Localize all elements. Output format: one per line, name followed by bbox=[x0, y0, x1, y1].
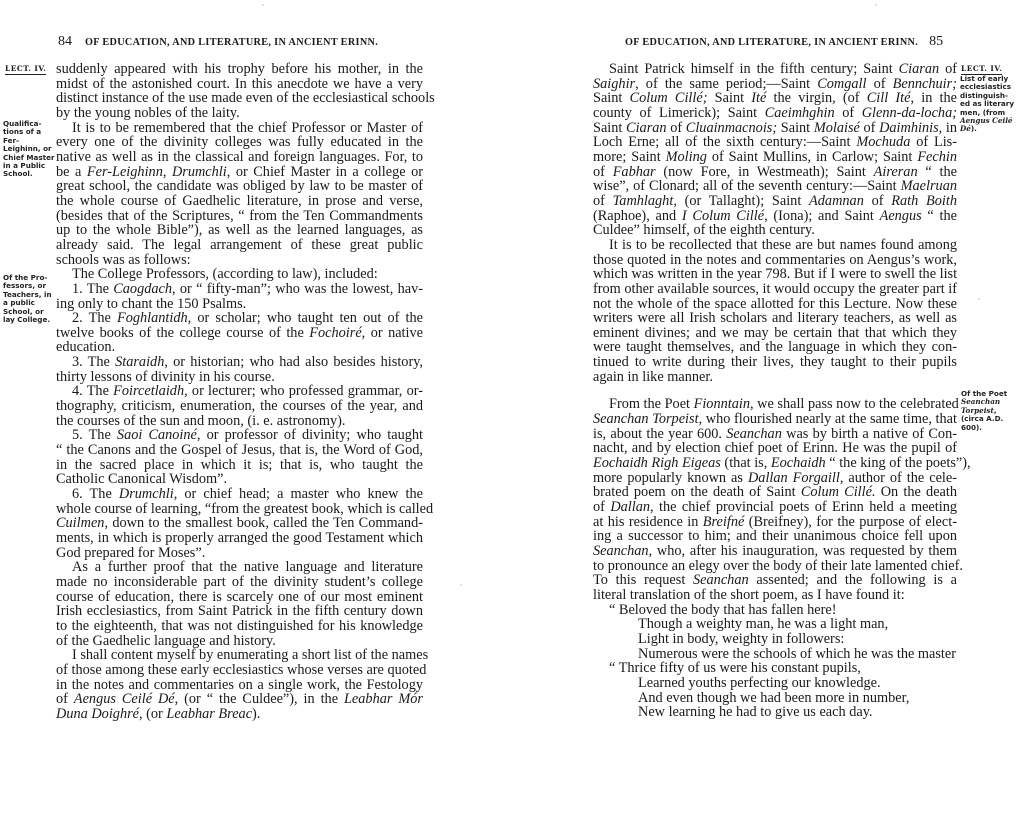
italic-term: Bennchuir; bbox=[892, 75, 957, 92]
text-line: those quoted in the notes and commentaries on Aengus’s work, bbox=[593, 251, 957, 268]
scan-speck bbox=[978, 298, 980, 300]
sidenote-line: a public bbox=[3, 298, 35, 308]
text-line: is, about the year 600. Seanchan was by birth a native of Con- bbox=[593, 425, 957, 442]
italic-term: Torpeist bbox=[961, 405, 994, 415]
italic-term: Leabhar Mór bbox=[343, 691, 423, 708]
text-line: of Aengus Ceilé Dé, (or “ the Culdee”), in the Leabhar Mór bbox=[56, 691, 423, 708]
text-line: course of education, there is scarcely one of our most eminent bbox=[56, 588, 423, 605]
running-head bbox=[625, 34, 943, 50]
text-line: The College Professors, (according to law), included: bbox=[72, 266, 378, 283]
italic-term: Fechin bbox=[917, 148, 958, 165]
sidenote-line: Teachers, in bbox=[3, 289, 52, 299]
text-line: 5. The Saoi Canoiné, or professor of divinity; who taught bbox=[72, 427, 423, 444]
text-line: nacht, and by election chief poet of Erinn. He was the pupil of bbox=[593, 440, 957, 457]
text-line: God prepared for Moses”. bbox=[56, 544, 206, 561]
text-line: county of Limerick); Saint Caeimhghin of Glenn-da-locha; bbox=[593, 104, 957, 121]
text-line: not the whole of the space allotted for this Lecture. Now these bbox=[593, 295, 957, 312]
sidenote-line: Chief Master bbox=[3, 152, 55, 162]
italic-term: Foghlantidh bbox=[116, 310, 188, 327]
italic-term: Cill Ité bbox=[866, 90, 911, 107]
verse-line: Light in body, weighty in followers: bbox=[638, 630, 845, 647]
italic-term: Seanchan bbox=[961, 397, 1001, 407]
text-line: up to the whole Bible”), as well as the learned languages, as bbox=[56, 222, 423, 239]
italic-term: Duna Doighré bbox=[56, 705, 139, 722]
italic-term: Seanchan bbox=[726, 425, 782, 442]
running-head-title: OF EDUCATION, AND LITERATURE, IN ANCIENT ERINN. bbox=[85, 37, 379, 48]
text-line: be a Fer-Leighinn, Drumchli, or Chief Master in a college or bbox=[56, 163, 423, 180]
sidenote-line: Leighinn, or bbox=[3, 144, 52, 154]
text-line: native as well as in the classical and foreign languages. For, to bbox=[56, 148, 423, 165]
text-line: 3. The Staraidh, or historian; who had also besides history, bbox=[72, 354, 423, 371]
body-text bbox=[56, 61, 435, 722]
verse-line: New learning he had to give us each day. bbox=[638, 704, 873, 721]
text-line: “ the Canons and the Gospel of Jesus, that is, the Word of God, bbox=[56, 442, 423, 459]
italic-term: Moling bbox=[665, 148, 707, 165]
italic-term: Cluainmacnois; bbox=[685, 119, 778, 136]
verse-line: Though a weighty man, he was a light man, bbox=[638, 616, 889, 633]
italic-term: Drumchli bbox=[118, 486, 174, 503]
italic-term: Aengus Ceilé Dé bbox=[73, 691, 175, 708]
italic-term: Seanchan bbox=[693, 572, 749, 589]
lecture-label: LECT. IV. bbox=[5, 64, 47, 73]
text-line: 4. The Foircetlaidh, or lecturer; who professed grammar, or- bbox=[72, 383, 423, 400]
sidenote-line: ecclesiastics bbox=[960, 82, 1012, 92]
sidenote-line: tions of a Fer- bbox=[3, 127, 42, 145]
text-line: writers were all Irish scholars and literary teachers, as well as bbox=[593, 310, 957, 327]
sidenote-line: Of the Poet bbox=[961, 389, 1008, 398]
italic-term: Drumchli bbox=[171, 163, 227, 180]
text-line: from other available sources, it would occupy the greater part if bbox=[593, 280, 958, 297]
italic-term: Mochuda bbox=[856, 134, 911, 151]
text-line: in the notes and commentaries on a single work, the Festology bbox=[56, 676, 423, 693]
sidenote-line: Dé). bbox=[960, 124, 977, 134]
italic-term: Colum Cillé. bbox=[800, 484, 876, 501]
text-line: every one of the divinity colleges was fully educated in the bbox=[56, 134, 423, 151]
text-line: (Raphoe), and I Colum Cillé, (Iona); and Saint Aengus “ the bbox=[593, 207, 957, 224]
text-line: Saint Ciaran of Cluainmacnois; Saint Molaisé of Daimhinis, in bbox=[593, 119, 957, 136]
page-number: 85 bbox=[929, 34, 944, 49]
sidenote-line: in a Public bbox=[3, 161, 46, 171]
text-line: eminent divines; and we may be certain that that which they bbox=[593, 324, 957, 341]
sidenote-line: School. bbox=[3, 169, 33, 179]
text-line: To this request Seanchan assented; and the following is a bbox=[593, 572, 957, 589]
text-line: literal translation of the short poem, as I have found it: bbox=[593, 586, 905, 603]
text-line: which was written in the year 798. But if I were to swell the list bbox=[593, 266, 958, 283]
italic-term: Staraidh bbox=[115, 354, 165, 371]
sidenote-line: Torpeist, bbox=[961, 405, 997, 415]
sidenote-line: men, (from bbox=[960, 107, 1006, 117]
italic-term: Rath Boith bbox=[891, 192, 957, 209]
text-line: suddenly appeared with his trophy before his mother, in the bbox=[56, 61, 423, 77]
sidenote-line: List of early bbox=[960, 74, 1009, 83]
text-line: of Tamhlaght, (or Tallaght); Saint Adamnan of Rath Boith bbox=[593, 192, 957, 209]
sidenote-line: Qualifica- bbox=[3, 119, 42, 128]
italic-term: Adamnan bbox=[809, 192, 864, 209]
italic-term: Maelruan bbox=[900, 178, 957, 195]
running-head bbox=[58, 34, 378, 50]
text-line: schools was as follows: bbox=[56, 251, 191, 268]
text-line: the courses of the sun and moon, (i. e. astronomy). bbox=[56, 412, 346, 429]
lecture-label: LECT. IV. bbox=[961, 64, 1003, 73]
text-line: From the Poet Fionntain, we shall pass now to the celebrated bbox=[609, 396, 959, 413]
text-line: thirty lessons of divinity in his course. bbox=[56, 368, 275, 385]
text-line: Duna Doighré, (or Leabhar Breac). bbox=[56, 705, 261, 722]
text-line: brated poem on the death of Saint Colum Cillé. On the death bbox=[593, 484, 958, 501]
italic-term: Eochaidh bbox=[770, 455, 826, 472]
sidenote-line: School, or bbox=[3, 306, 44, 316]
text-line: of Fabhar (now Fore, in Westmeath); Saint Aireran “ the bbox=[593, 163, 957, 180]
italic-term: Saoi Canoiné bbox=[116, 427, 197, 444]
text-line: Cuilmen, down to the smallest book, called the Ten Command- bbox=[56, 515, 423, 532]
right-page bbox=[511, 0, 1022, 825]
italic-term: Comgall bbox=[817, 75, 867, 92]
text-line: ing only to chant the 150 Psalms. bbox=[56, 295, 247, 312]
italic-term: Fochoiré bbox=[309, 324, 362, 341]
scan-speck bbox=[262, 4, 264, 6]
text-line: to the eighteenth, that was not distinguished for his knowledge bbox=[56, 617, 423, 634]
text-line: education. bbox=[56, 339, 116, 356]
sidenote-professors bbox=[3, 274, 57, 324]
sidenote-seanchan bbox=[961, 390, 1021, 432]
italic-term: Seanchan Torpeist bbox=[593, 411, 699, 428]
sidenote-line: fessors, or bbox=[3, 281, 47, 291]
italic-term: Dé bbox=[960, 124, 971, 134]
text-line: ing a successor to him; and their unanimous choice fell upon bbox=[593, 528, 957, 545]
italic-term: Caogdach bbox=[113, 280, 173, 297]
text-line: 6. The Drumchli, or chief head; a master who knew the bbox=[72, 486, 423, 503]
verse-line: And even though we had been more in number, bbox=[638, 689, 910, 706]
text-line: thography, criticism, enumeration, the courses of the year, and bbox=[56, 398, 423, 415]
italic-term: Leabhar Breac bbox=[166, 705, 253, 722]
text-line: 1. The Caogdach, or “ fifty-man”; who was the lowest, hav- bbox=[72, 280, 424, 297]
text-line: Seanchan, who, after his inauguration, was requested by them bbox=[593, 543, 957, 559]
italic-term: Aengus bbox=[879, 207, 922, 224]
sidenote-line: lay College. bbox=[3, 315, 51, 325]
text-line: great school, the candidate was obliged by law to be master of bbox=[56, 178, 423, 195]
text-line: the whole course of Gaedhelic literature, in prose and verse, bbox=[56, 192, 423, 209]
text-line: Saint Patrick himself in the fifth century; Saint Ciaran of bbox=[609, 61, 958, 77]
italic-term: Aireran bbox=[873, 163, 918, 180]
scan-speck bbox=[460, 584, 462, 586]
italic-term: Ciaran bbox=[898, 61, 940, 77]
italic-term: Seanchan bbox=[593, 543, 649, 559]
text-line: made no inconsiderable part of the divinity student’s college bbox=[56, 573, 423, 590]
text-line: again in like manner. bbox=[593, 368, 713, 385]
text-line: were taught themselves, and the language in which they con- bbox=[593, 339, 957, 356]
text-line: Catholic Canonical Wisdom”. bbox=[56, 471, 228, 488]
verse-line: Learned youths perfecting our knowledge. bbox=[638, 674, 881, 691]
italic-term: Dallan Forgaill bbox=[747, 469, 840, 486]
text-line: Seanchan Torpeist, who flourished nearly at the same time, that bbox=[593, 411, 957, 428]
sidenote-line: 600). bbox=[961, 422, 983, 432]
italic-term: Ciaran bbox=[626, 119, 667, 136]
running-head-title: OF EDUCATION, AND LITERATURE, IN ANCIENT ERINN. bbox=[625, 37, 919, 48]
text-line: by the young nobles of the laity. bbox=[56, 104, 240, 121]
text-line: midst of the astonished court. In this anecdote we have a very bbox=[56, 75, 423, 92]
text-line: at his residence in Breifné (Breifney), for the purpose of elect- bbox=[593, 513, 957, 530]
text-line: more; Saint Moling of Saint Mullins, in Carlow; Saint Fechin bbox=[593, 148, 958, 165]
text-line: distinct instance of the use made even of the ecclesiastical schools bbox=[56, 90, 435, 107]
text-line: It is to be remembered that the chief Professor or Master of bbox=[72, 119, 423, 136]
text-line: wise”, of Clonard; all of the seventh century:—Saint Maelruan bbox=[593, 178, 957, 195]
italic-term: Fabhar bbox=[612, 163, 656, 180]
text-line: Loch Erne; all of the sixth century:—Saint Mochuda of Lis- bbox=[593, 134, 957, 151]
text-line: twelve books of the college course of the Fochoiré, or native bbox=[56, 324, 423, 341]
italic-term: Eochaidh Righ Eigeas bbox=[593, 455, 721, 472]
verse-line: “ Thrice fifty of us were his constant pupils, bbox=[609, 660, 861, 677]
italic-term: Aengus Ceilé bbox=[960, 116, 1013, 126]
sidenote-line: distinguish- bbox=[960, 90, 1009, 100]
scan-speck bbox=[875, 4, 877, 6]
italic-term: Cuilmen bbox=[56, 515, 105, 532]
italic-term: I Colum Cillé bbox=[681, 207, 765, 224]
text-line: already said. The legal arrangement of these great public bbox=[56, 236, 423, 253]
text-line: I shall content myself by enumerating a short list of the names bbox=[72, 647, 429, 664]
italic-term: Colum Cillé; bbox=[629, 90, 708, 107]
italic-term: Saighir bbox=[593, 75, 636, 92]
text-line: more popularly known as Dallan Forgaill, author of the cele- bbox=[593, 469, 958, 486]
italic-term: Foircetlaidh bbox=[113, 383, 185, 400]
text-line: tinued to write during their lives, they taught to their pupils bbox=[593, 354, 957, 371]
text-line: Saighir, of the same period;—Saint Comgall of Bennchuir; bbox=[593, 75, 957, 92]
verse-line: “ Beloved the body that has fallen here! bbox=[609, 601, 837, 618]
italic-term: Molaisé bbox=[813, 119, 860, 136]
text-line: of the Gaedhelic language and history. bbox=[56, 632, 276, 649]
text-line: of Dallan, the chief provincial poets of Erinn held a meeting bbox=[593, 499, 958, 516]
text-line: As a further proof that the native language and literature bbox=[72, 559, 423, 576]
text-line: Saint Colum Cillé; Saint Ité the virgin, (of Cill Ité, in the bbox=[593, 90, 958, 107]
italic-term: Daimhinis bbox=[879, 119, 939, 136]
italic-term: Breifné bbox=[702, 513, 745, 530]
text-line: (besides that of the Scriptures, “ from the Ten Commandments bbox=[56, 207, 423, 224]
text-line: Irish ecclesiastics, from Saint Patrick in the fifth century down bbox=[56, 603, 423, 620]
text-line: Eochaidh Righ Eigeas (that is, Eochaidh “ the king of the poets”), bbox=[593, 455, 971, 472]
sidenote-qualifications bbox=[3, 120, 57, 179]
italic-term: Glenn-da-locha; bbox=[861, 104, 957, 121]
text-line: to pronounce an elegy over the body of their late lamented chief. bbox=[593, 557, 963, 574]
text-line: in the sacred place in which it is; that is, who taught the bbox=[56, 456, 423, 473]
text-line: whole course of learning, “from the greatest book, which is called bbox=[56, 500, 434, 517]
italic-term: Tamhlaght bbox=[612, 192, 674, 209]
verse-line: Numerous were the schools of which he was the master bbox=[638, 645, 957, 662]
page-number: 84 bbox=[58, 34, 72, 49]
sidenote-line: (circa A.D. bbox=[961, 414, 1004, 424]
text-line: ments, in which is properly arranged the good Testament which bbox=[56, 530, 423, 546]
text-line: of those among these early ecclesiastics whose verses are quoted bbox=[56, 661, 427, 678]
italic-term: Dallan bbox=[610, 499, 651, 516]
italic-term: Ité bbox=[751, 90, 767, 107]
text-line: 2. The Foghlantidh, or scholar; who taught ten out of the bbox=[72, 310, 423, 327]
italic-term: Caeimhghin bbox=[764, 104, 835, 121]
italic-term: Fionntain bbox=[693, 396, 750, 413]
sidenote-early-ecclesiastics bbox=[960, 75, 1020, 134]
sidenote-line: Of the Pro- bbox=[3, 273, 48, 282]
sidenote-line: ed as literary bbox=[960, 99, 1015, 109]
text-line: It is to be recollected that these are but names found among bbox=[609, 236, 957, 253]
text-line: Culdee” himself, of the eighth century. bbox=[593, 222, 815, 239]
italic-term: Fer-Leighinn bbox=[86, 163, 163, 180]
